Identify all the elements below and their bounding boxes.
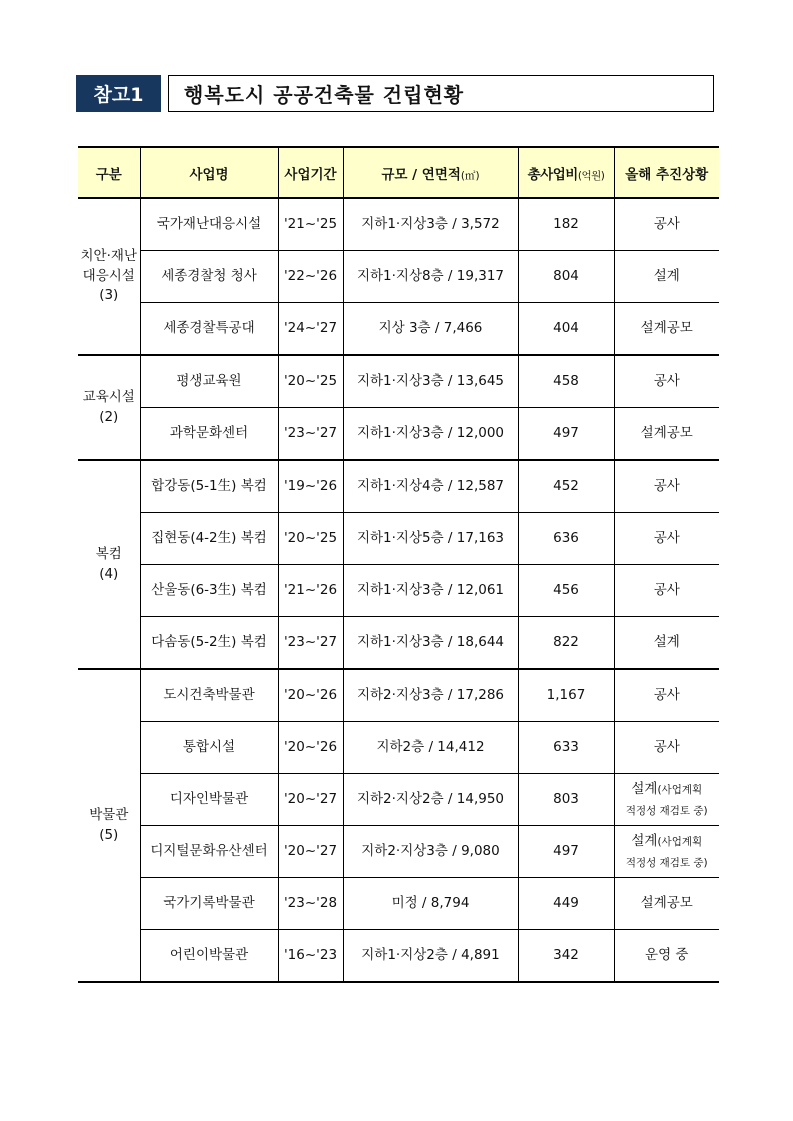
scale-cell: 지하1·지상3층 / 12,061	[343, 565, 518, 617]
project-cell: 세종경찰청 청사	[140, 251, 278, 303]
table-row	[78, 460, 719, 513]
project-cell: 디자인박물관	[140, 774, 278, 826]
scale-cell: 지하2·지상2층 / 14,950	[343, 774, 518, 826]
period-cell: '23~'27	[278, 617, 343, 670]
scale-cell: 미정 / 8,794	[343, 878, 518, 930]
status-text: 운영 중	[645, 946, 689, 963]
cost-cell: 342	[518, 930, 614, 983]
cost-cell: 822	[518, 617, 614, 670]
table-row	[78, 774, 719, 826]
table-row	[78, 617, 719, 670]
status-cell	[614, 930, 719, 983]
project-cell: 집현동(4-2生) 복컴	[140, 513, 278, 565]
scale-cell: 지상 3층 / 7,466	[343, 303, 518, 356]
status-cell	[614, 722, 719, 774]
status-text: 공사	[653, 738, 680, 755]
cost-cell: 803	[518, 774, 614, 826]
period-cell: '20~'25	[278, 355, 343, 408]
status-cell	[614, 460, 719, 513]
status-cell	[614, 774, 719, 826]
project-cell: 산울동(6-3生) 복컴	[140, 565, 278, 617]
status-text: 설계	[631, 832, 658, 849]
period-cell: '19~'26	[278, 460, 343, 513]
header-cost-unit: (억원)	[577, 169, 605, 182]
scale-cell: 지하1·지상5층 / 17,163	[343, 513, 518, 565]
period-cell: '20~'27	[278, 774, 343, 826]
cost-cell: 182	[518, 198, 614, 251]
status-cell	[614, 878, 719, 930]
table-row	[78, 826, 719, 878]
table-row	[78, 565, 719, 617]
status-text: 공사	[653, 529, 680, 546]
period-cell: '22~'26	[278, 251, 343, 303]
period-cell: '20~'25	[278, 513, 343, 565]
section-heading	[76, 75, 714, 112]
status-text: 설계	[653, 633, 680, 650]
header-cost	[518, 147, 614, 198]
status-cell	[614, 826, 719, 878]
scale-cell: 지하1·지상3층 / 12,000	[343, 408, 518, 461]
cost-cell: 456	[518, 565, 614, 617]
project-cell: 국가기록박물관	[140, 878, 278, 930]
cost-cell: 633	[518, 722, 614, 774]
table-row	[78, 198, 719, 251]
status-cell	[614, 303, 719, 356]
table-row	[78, 669, 719, 722]
project-cell: 평생교육원	[140, 355, 278, 408]
status-text: 설계공모	[640, 894, 693, 911]
scale-cell: 지하1·지상3층 / 3,572	[343, 198, 518, 251]
project-cell: 통합시설	[140, 722, 278, 774]
construction-status-table	[78, 146, 719, 983]
period-cell: '21~'25	[278, 198, 343, 251]
table-header-row	[78, 147, 719, 198]
table-row	[78, 303, 719, 356]
header-category: 구분	[78, 147, 140, 198]
period-cell: '20~'27	[278, 826, 343, 878]
period-cell: '20~'26	[278, 669, 343, 722]
period-cell: '21~'26	[278, 565, 343, 617]
cost-cell: 452	[518, 460, 614, 513]
table-body	[78, 198, 719, 982]
category-cell: 교육시설 (2)	[78, 355, 140, 460]
header-status: 올해 추진상황	[614, 147, 719, 198]
scale-cell: 지하1·지상3층 / 13,645	[343, 355, 518, 408]
period-cell: '23~'27	[278, 408, 343, 461]
status-cell	[614, 355, 719, 408]
status-cell	[614, 617, 719, 670]
status-cell	[614, 251, 719, 303]
status-cell	[614, 408, 719, 461]
status-cell	[614, 198, 719, 251]
project-cell: 과학문화센터	[140, 408, 278, 461]
category-cell: 복컴 (4)	[78, 460, 140, 669]
header-project: 사업명	[140, 147, 278, 198]
status-note: (사업계획 적정성 재검토 중)	[625, 835, 708, 869]
status-text: 공사	[653, 686, 680, 703]
table-row	[78, 251, 719, 303]
scale-cell: 지하1·지상3층 / 18,644	[343, 617, 518, 670]
scale-cell: 지하1·지상2층 / 4,891	[343, 930, 518, 983]
project-cell: 디지털문화유산센터	[140, 826, 278, 878]
project-cell: 도시건축박물관	[140, 669, 278, 722]
status-text: 공사	[653, 477, 680, 494]
project-cell: 합강동(5-1生) 복컴	[140, 460, 278, 513]
status-text: 설계공모	[640, 319, 693, 336]
project-cell: 국가재난대응시설	[140, 198, 278, 251]
cost-cell: 804	[518, 251, 614, 303]
scale-cell: 지하2·지상3층 / 17,286	[343, 669, 518, 722]
category-cell: 박물관 (5)	[78, 669, 140, 982]
cost-cell: 497	[518, 826, 614, 878]
table-row	[78, 408, 719, 461]
header-scale	[343, 147, 518, 198]
header-period: 사업기간	[278, 147, 343, 198]
cost-cell: 449	[518, 878, 614, 930]
cost-cell: 636	[518, 513, 614, 565]
table-row	[78, 722, 719, 774]
status-cell	[614, 565, 719, 617]
header-cost-label: 총사업비	[527, 166, 578, 183]
scale-cell: 지하2층 / 14,412	[343, 722, 518, 774]
status-cell	[614, 669, 719, 722]
status-text: 공사	[653, 215, 680, 232]
status-text: 설계	[631, 780, 658, 797]
cost-cell: 497	[518, 408, 614, 461]
period-cell: '20~'26	[278, 722, 343, 774]
cost-cell: 458	[518, 355, 614, 408]
status-text: 공사	[653, 581, 680, 598]
table-row	[78, 355, 719, 408]
section-title: 행복도시 공공건축물 건립현황	[168, 75, 714, 112]
header-scale-label: 규모 / 연면적	[381, 166, 461, 183]
project-cell: 다솜동(5-2生) 복컴	[140, 617, 278, 670]
status-cell	[614, 513, 719, 565]
scale-cell: 지하1·지상4층 / 12,587	[343, 460, 518, 513]
project-cell: 어린이박물관	[140, 930, 278, 983]
status-note: (사업계획 적정성 재검토 중)	[625, 783, 708, 817]
table-row	[78, 930, 719, 983]
cost-cell: 404	[518, 303, 614, 356]
scale-cell: 지하1·지상8층 / 19,317	[343, 251, 518, 303]
period-cell: '23~'28	[278, 878, 343, 930]
table-row	[78, 513, 719, 565]
header-scale-unit: (㎡)	[460, 169, 480, 182]
cost-cell: 1,167	[518, 669, 614, 722]
reference-tag: 참고1	[76, 75, 161, 112]
status-text: 설계	[653, 267, 680, 284]
period-cell: '24~'27	[278, 303, 343, 356]
project-cell: 세종경찰특공대	[140, 303, 278, 356]
table-row	[78, 878, 719, 930]
period-cell: '16~'23	[278, 930, 343, 983]
category-cell: 치안·재난 대응시설 (3)	[78, 198, 140, 355]
status-text: 공사	[653, 372, 680, 389]
status-text: 설계공모	[640, 424, 693, 441]
scale-cell: 지하2·지상3층 / 9,080	[343, 826, 518, 878]
